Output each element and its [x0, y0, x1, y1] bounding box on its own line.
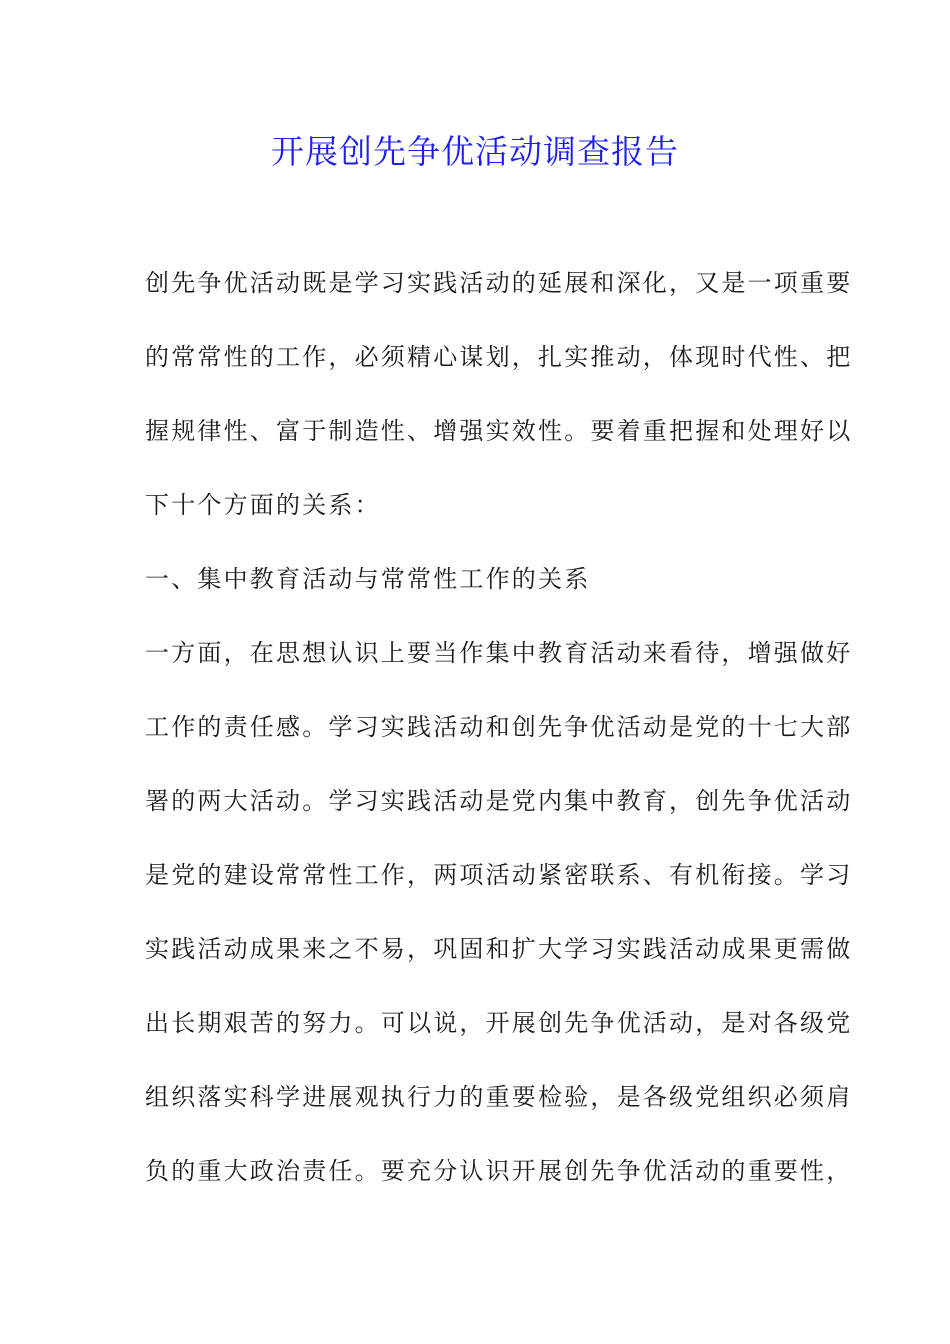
body-line-section-8: 负的重大政治责任。要充分认识开展创先争优活动的重要性，	[145, 1157, 853, 1185]
body-line-section-4: 是党的建设常常性工作，两项活动紧密联系、有机衔接。学习	[145, 861, 853, 889]
body-line-intro-1: 创先争优活动既是学习实践活动的延展和深化，又是一项重要	[145, 269, 853, 297]
body-line-intro-2: 的常常性的工作，必须精心谋划，扎实推动，体现时代性、把	[145, 343, 853, 371]
body-line-section-3: 署的两大活动。学习实践活动是党内集中教育，创先争优活动	[145, 787, 853, 815]
body-line-intro-3: 握规律性、富于制造性、增强实效性。要着重把握和处理好以	[145, 417, 853, 445]
body-line-section-6: 出长期艰苦的努力。可以说，开展创先争优活动，是对各级党	[145, 1009, 853, 1037]
body-line-section-2: 工作的责任感。学习实践活动和创先争优活动是党的十七大部	[145, 713, 853, 741]
document-body	[145, 262, 853, 1224]
body-line-section-7: 组织落实科学进展观执行力的重要检验，是各级党组织必须肩	[145, 1083, 853, 1111]
body-line-section-5: 实践活动成果来之不易，巩固和扩大学习实践活动成果更需做	[145, 935, 853, 963]
body-line-intro-4: 下十个方面的关系：	[145, 491, 381, 519]
section-heading-1: 一、集中教育活动与常常性工作的关系	[145, 565, 591, 593]
body-line-section-1: 一方面，在思想认识上要当作集中教育活动来看待，增强做好	[145, 639, 853, 667]
document-title: 开展创先争优活动调查报告	[271, 132, 679, 171]
